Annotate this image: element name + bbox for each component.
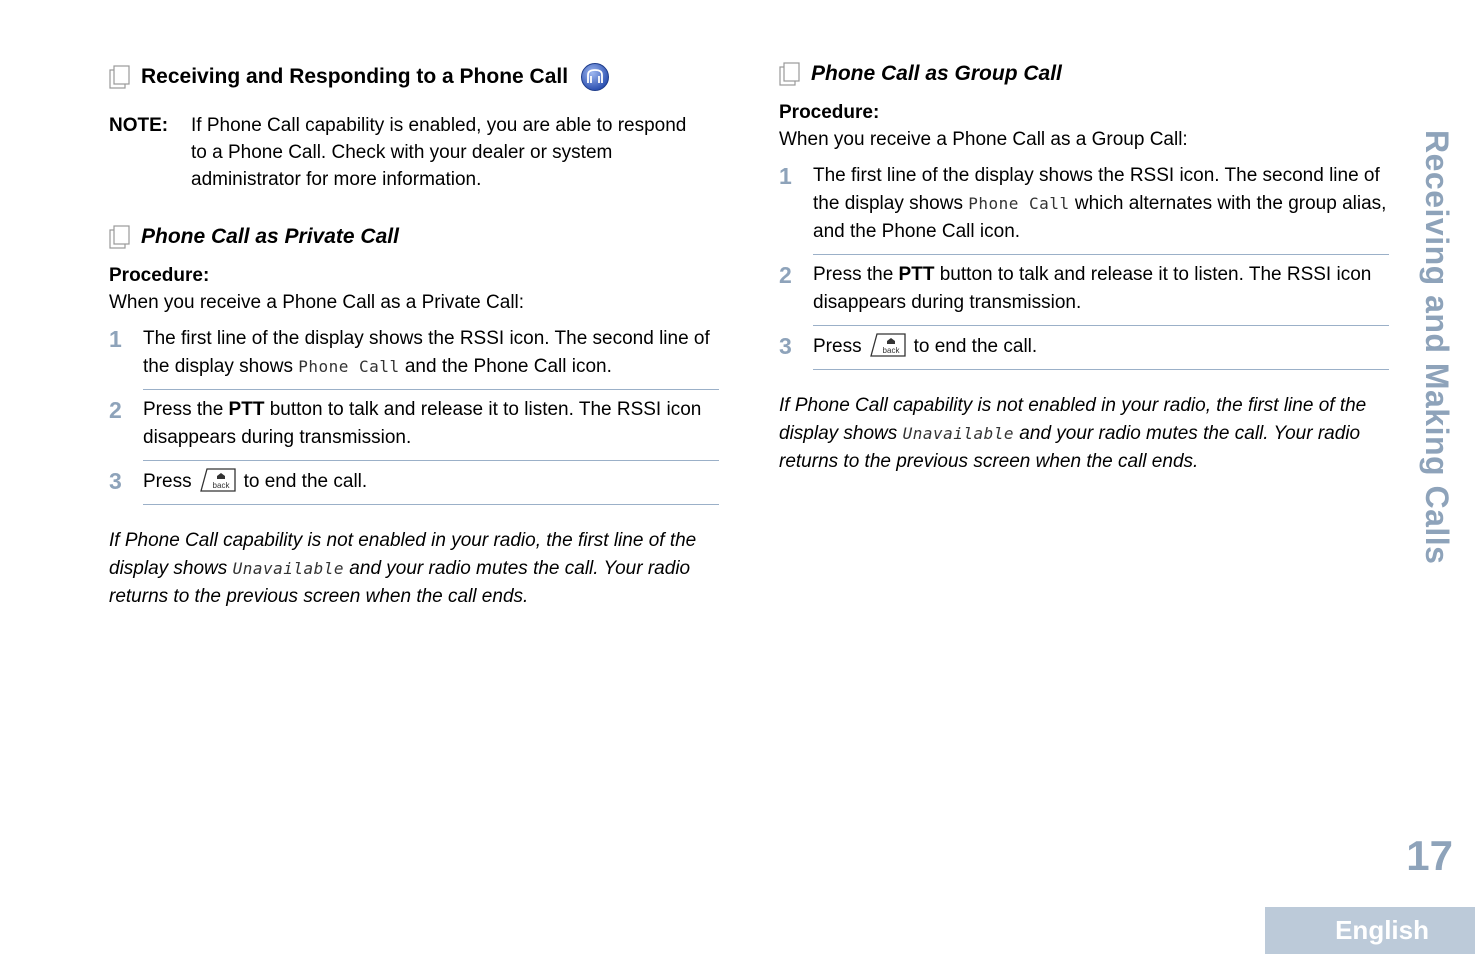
step-number: 2: [779, 262, 792, 288]
step-3: [109, 467, 719, 511]
note-block: [109, 112, 719, 193]
step-1: [109, 325, 719, 396]
footer-note: If Phone Call capability is not enabled in your radio, the first line of the display shows Unavailable and your radio mutes the call. Your radio returns to the previous screen when the call ends.: [779, 395, 1367, 472]
subsection-title: Phone Call as Group Call: [811, 62, 1062, 85]
step-number: 1: [779, 163, 792, 189]
procedure-label: Procedure:: [779, 102, 880, 123]
phone-call-feature-icon: [580, 62, 610, 92]
procedure-label: Procedure:: [109, 265, 210, 286]
step-2: [109, 396, 719, 467]
note-text: If Phone Call capability is enabled, you are able to respond to a Phone Call. Check with your dealer or system administrator for more information.: [191, 115, 687, 190]
step-number: 1: [109, 326, 122, 352]
display-text: Unavailable: [232, 559, 345, 578]
language-tab: English: [1265, 907, 1475, 954]
step-2: [779, 261, 1389, 332]
subsection-heading-private: [109, 225, 719, 249]
step-list: [779, 162, 1389, 376]
step-text: Press back to end the call.: [813, 332, 1389, 370]
step-3: [779, 332, 1389, 376]
chapter-side-title: Receiving and Making Calls: [1419, 130, 1455, 565]
subsection-heading-group: [779, 62, 1389, 86]
display-text: Unavailable: [902, 424, 1015, 443]
procedure-intro: When you receive a Phone Call as a Group Call:: [779, 129, 1188, 150]
step-number: 2: [109, 397, 122, 423]
svg-text:back: back: [882, 346, 900, 355]
page-icon: [109, 225, 131, 249]
note-label: NOTE:: [109, 115, 169, 136]
page-icon: [109, 65, 131, 89]
left-column: [109, 62, 719, 611]
page-number: 17: [1406, 832, 1453, 879]
step-number: 3: [109, 468, 122, 494]
ptt-label: PTT: [898, 264, 935, 285]
right-column: [779, 62, 1389, 476]
step-text: Press back to end the call.: [143, 467, 719, 505]
section-title: Receiving and Responding to a Phone Call: [141, 65, 569, 88]
back-home-key-icon: [868, 332, 908, 358]
section-heading: [109, 62, 719, 92]
page-icon: [779, 62, 801, 86]
svg-text:back: back: [212, 481, 230, 490]
procedure-intro: When you receive a Phone Call as a Private Call:: [109, 292, 525, 313]
step-text: Press the PTT button to talk and release it to listen. The RSSI icon disappears during transmission.: [813, 261, 1389, 326]
step-text: The first line of the display shows the RSSI icon. The second line of the display shows Phone Call which alternates with the group alias, and the Phone Call icon.: [813, 162, 1389, 255]
step-number: 3: [779, 333, 792, 359]
display-text: Phone Call: [298, 357, 400, 376]
step-text: The first line of the display shows the RSSI icon. The second line of the display shows Phone Call and the Phone Call icon.: [143, 325, 719, 390]
back-home-key-icon: [198, 467, 238, 493]
step-text: Press the PTT button to talk and release it to listen. The RSSI icon disappears during transmission.: [143, 396, 719, 461]
display-text: Phone Call: [968, 194, 1070, 213]
subsection-title: Phone Call as Private Call: [141, 225, 399, 248]
step-1: [779, 162, 1389, 261]
ptt-label: PTT: [228, 399, 265, 420]
footer-note: If Phone Call capability is not enabled in your radio, the first line of the display shows Unavailable and your radio mutes the call. Your radio returns to the previous screen when the call ends.: [109, 530, 697, 607]
step-list: [109, 325, 719, 511]
